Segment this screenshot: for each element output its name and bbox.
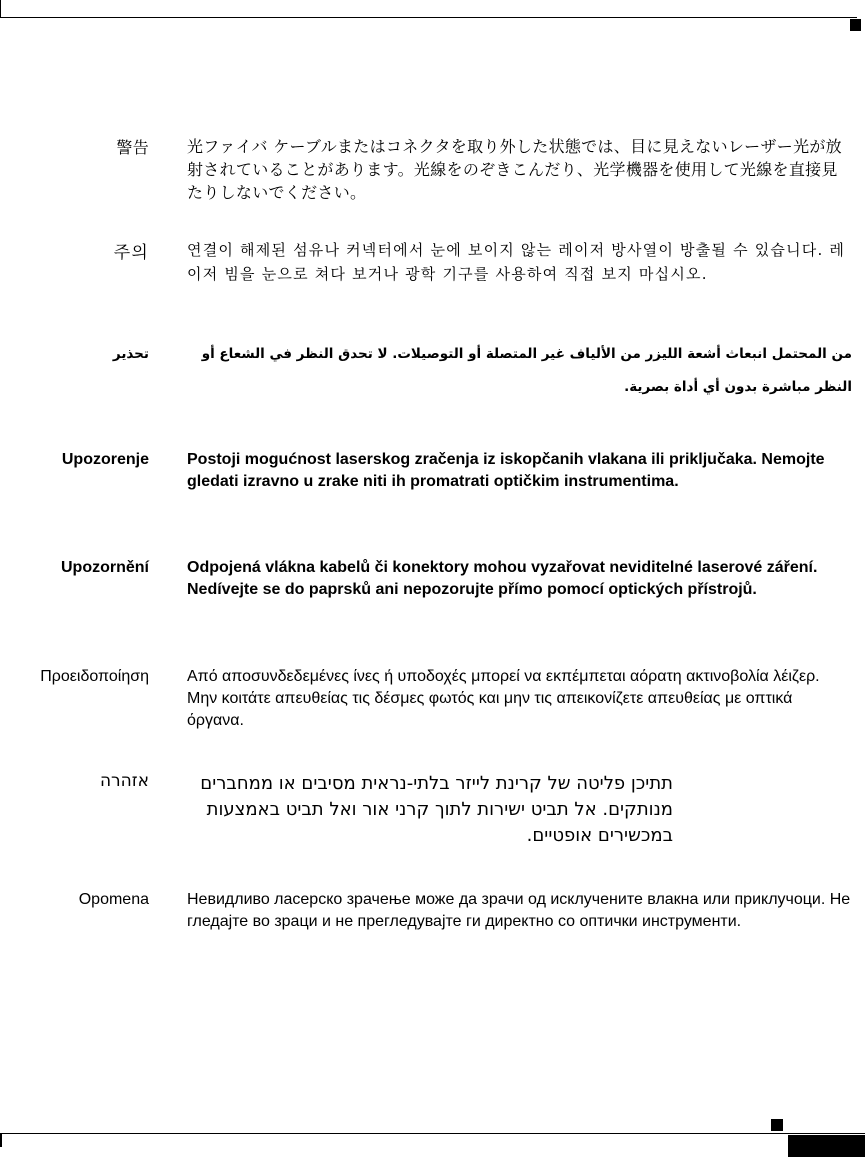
warning-label-el: Προειδοποίηση (40, 668, 149, 685)
warning-text-ar: من المحتمل انبعاث أشعة الليزر من الألياف غير المتصلة أو التوصيلات. لا تحدق النظر في الشعاع أو النظر مباشرة بدون أي أداة بصرية. (201, 346, 852, 395)
warning-label-ja: 警告 (116, 138, 149, 157)
header-rule (0, 17, 857, 18)
footer-rule (0, 1133, 865, 1134)
top-rule-tick (0, 0, 1, 18)
warning-text-he: תתיכן פליטה של קרינת לייזר בלתי-נראית מסיבים או ממחברים מנותקים. אל תביט ישירות לתוך קרני אור ואל תביט באמצעות במכשירים אופטיים. (200, 773, 673, 846)
warning-text-el: Από αποσυνδεδεμένες ίνες ή υποδοχές μπορεί να εκπέμπεται αόρατη ακτινοβολία λέιζερ. Μην κοιτάτε απευθείας τις δέσμες φωτός και μην τις απεικονίζετε απευθείας με οπτικά όργανα. (187, 668, 820, 729)
warning-text-cs: Odpojená vlákna kabelů či konektory mohou vyzařovat neviditelné laserové záření. Nedívejte se do paprsků ani nepozorujte přímo pomocí optických přístrojů. (187, 559, 818, 598)
footer-rule-tick (0, 1133, 2, 1147)
header-marker (850, 19, 861, 31)
warning-text-ko: 연결이 해제된 섬유나 커넥터에서 눈에 보이지 않는 레이저 방사열이 방출될 수 있습니다. 레이저 빔을 눈으로 쳐다 보거나 광학 기구를 사용하여 직접 보지 마십시오. (187, 241, 846, 283)
warning-label-mk: Opomena (78, 891, 149, 908)
warning-label-ar: تحذير (112, 346, 149, 362)
warning-text-mk: Невидливо ласерско зрачење може да зрачи од исклучените влакна или приклучоци. Не гледајте во зраци и не прегледувајте ги директно со оптички инструменти. (187, 891, 851, 930)
footer-tab (788, 1135, 865, 1157)
warning-text-hr: Postoji mogućnost laserskog zračenja iz iskopčanih vlakana ili priključaka. Nemojte gledati izravno u zrake niti ih promatrati optičkim instrumentima. (187, 451, 825, 490)
warning-text-ja: 光ファイバ ケーブルまたはコネクタを取り外した状態では、目に見えないレーザー光が放射されていることがあります。光線をのぞきこんだり、光学機器を使用して光線を直接見たりしないでください。 (187, 137, 842, 202)
warning-label-hr: Upozorenje (61, 451, 149, 468)
footer-marker (771, 1119, 783, 1131)
warning-label-cs: Upozornění (61, 559, 149, 576)
warning-label-he: אזהרה (99, 771, 149, 791)
warning-label-ko: 주의 (113, 243, 149, 263)
